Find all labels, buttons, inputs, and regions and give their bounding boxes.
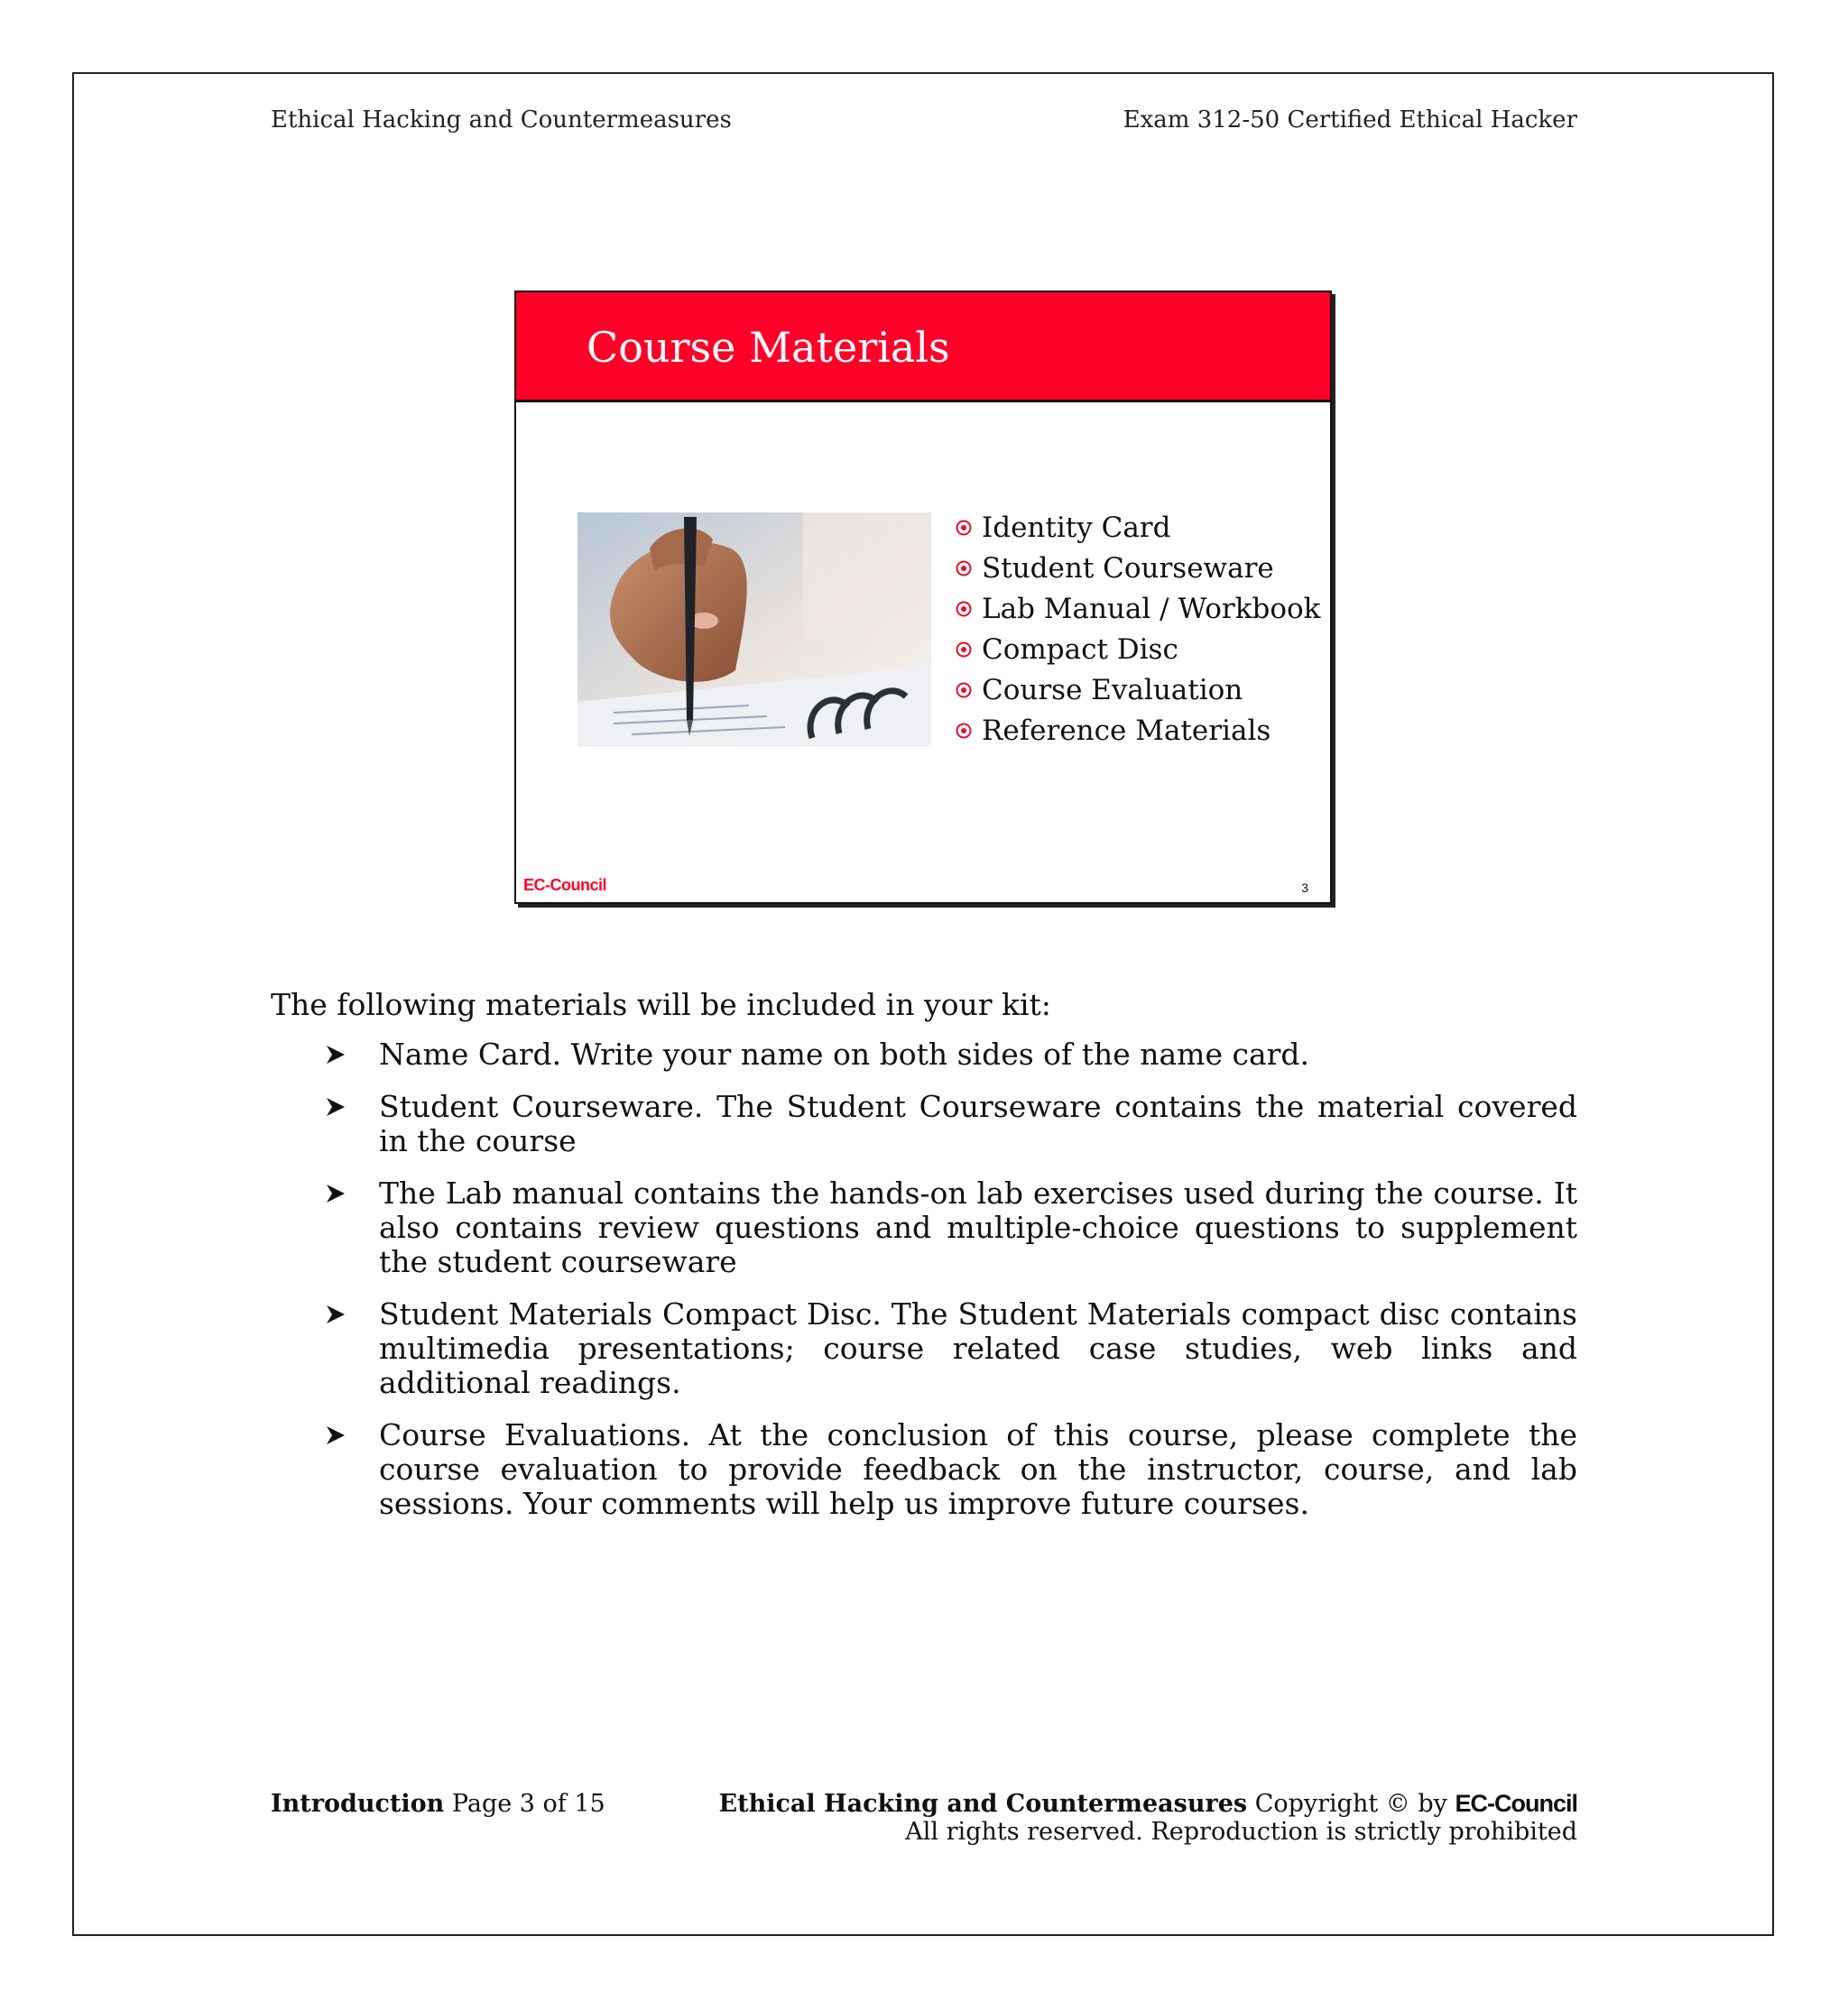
- header-left: Ethical Hacking and Countermeasures: [271, 106, 732, 134]
- arrowhead-bullet-icon: [325, 1418, 346, 1452]
- list-item: [271, 1090, 1577, 1158]
- footer-title: Ethical Hacking and Countermeasures: [718, 1790, 1248, 1818]
- slide-title: Course Materials: [587, 323, 950, 372]
- slide-bullet-text: Compact Disc: [982, 632, 1178, 666]
- footer-rights: All rights reserved. Reproduction is strictly prohibited: [905, 1818, 1577, 1846]
- header-right: Exam 312-50 Certified Ethical Hacker: [1123, 106, 1577, 134]
- list-item: [271, 1297, 1577, 1400]
- list-item-text: Name Card. Write your name on both sides of the name card.: [379, 1037, 1310, 1072]
- arrowhead-bullet-icon: [325, 1297, 346, 1332]
- slide-bullet-item: [955, 507, 1320, 548]
- arrowhead-bullet-icon: [325, 1037, 346, 1072]
- slide-bullet-text: Course Evaluation: [982, 673, 1243, 706]
- circle-dot-bullet-icon: [955, 641, 973, 659]
- list-item-text: Course Evaluations. At the conclusion of this course, please complete the course evaluation to provide feedback on the instructor, course, and lab sessions. Your comments will help us improve future courses.: [379, 1417, 1577, 1521]
- kit-items-list: [271, 1037, 1577, 1539]
- footer-left: [271, 1790, 605, 1818]
- slide-bullet-text: Student Courseware: [982, 551, 1274, 585]
- circle-dot-bullet-icon: [955, 519, 973, 537]
- slide-bullet-item: [955, 710, 1320, 751]
- slide-bullet-text: Reference Materials: [982, 714, 1271, 747]
- kit-intro-text: The following materials will be included in your kit:: [271, 987, 1051, 1022]
- slide-thumbnail: [514, 290, 1332, 904]
- circle-dot-bullet-icon: [955, 722, 973, 740]
- slide-bullet-text: Lab Manual / Workbook: [982, 592, 1321, 625]
- circle-dot-bullet-icon: [955, 559, 973, 577]
- footer-copyright: Copyright © by: [1254, 1790, 1447, 1818]
- arrowhead-bullet-icon: [325, 1090, 346, 1124]
- circle-dot-bullet-icon: [955, 681, 973, 699]
- footer-brand: EC-Council: [1455, 1790, 1577, 1817]
- slide-title-band: [516, 292, 1330, 402]
- slide-bullet-item: [955, 588, 1320, 629]
- footer-right: [719, 1790, 1577, 1846]
- list-item-text: The Lab manual contains the hands-on lab exercises used during the course. It also contains review questions and multiple-choice questions to supplement the student courseware: [379, 1176, 1577, 1279]
- list-item: [271, 1418, 1577, 1521]
- slide-bullet-item: [955, 548, 1320, 588]
- circle-dot-bullet-icon: [955, 600, 973, 618]
- slide-bullet-item: [955, 669, 1320, 710]
- slide-bullet-item: [955, 629, 1320, 669]
- slide-bullet-text: Identity Card: [982, 511, 1171, 544]
- ec-council-logo: EC-Council: [523, 876, 606, 894]
- list-item: [271, 1176, 1577, 1279]
- footer-copyright-line: [719, 1790, 1577, 1818]
- list-item-text: Student Courseware. The Student Courseware contains the material covered in the course: [379, 1089, 1577, 1158]
- footer-page-number: Page 3 of 15: [451, 1790, 605, 1818]
- slide-bullet-list: [955, 507, 1320, 751]
- list-item: [271, 1037, 1577, 1072]
- hand-writing-photo: [578, 512, 931, 747]
- list-item-text: Student Materials Compact Disc. The Student Materials compact disc contains multimedia presentations; course related case studies, web links and additional readings.: [379, 1296, 1577, 1400]
- footer-section: Introduction: [271, 1790, 445, 1818]
- slide-number: 3: [1301, 881, 1308, 895]
- arrowhead-bullet-icon: [325, 1176, 346, 1211]
